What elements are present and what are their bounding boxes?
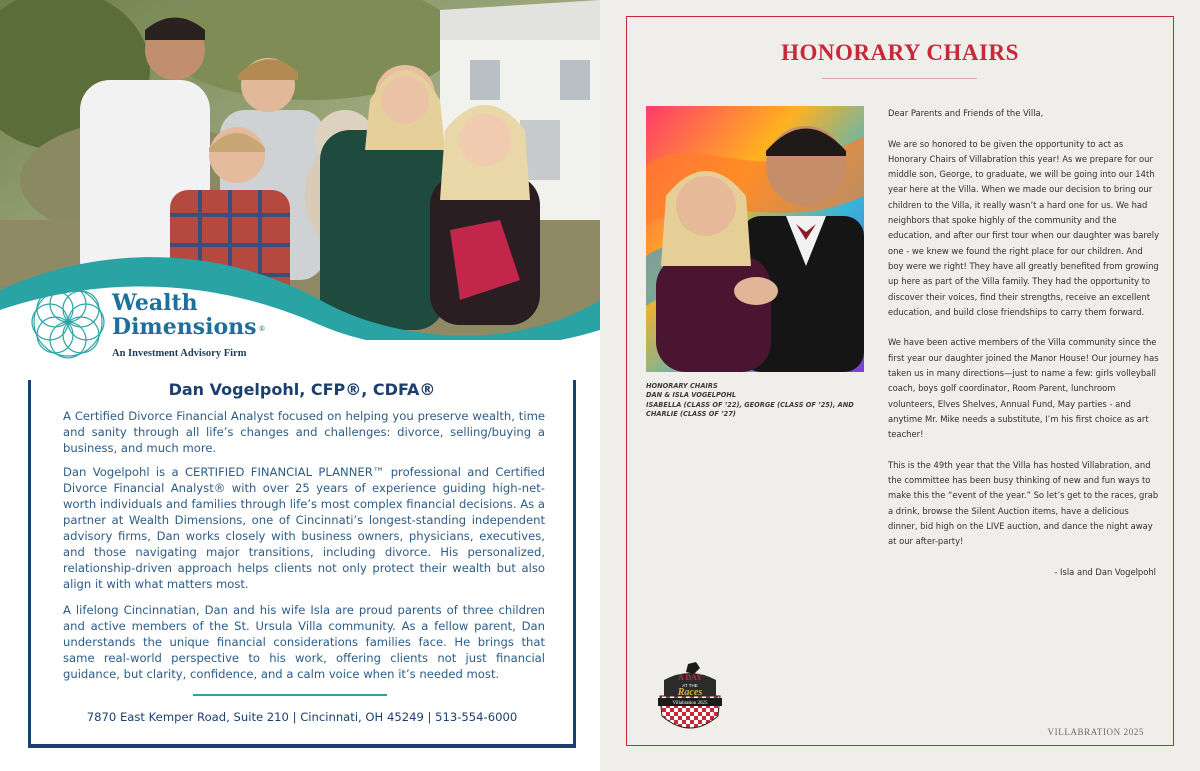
- photo-caption: [646, 382, 868, 419]
- advisor-title: Dan Vogelpohl, CFP®, CDFA®: [168, 380, 436, 399]
- advisor-paragraph-2: Dan Vogelpohl is a CERTIFIED FINANCIAL PLANNER™ professional and Certified Divorce Financial Analyst® with over 25 years of experience guiding high-net-worth individuals and families through life’s most complex financial decisions. As a partner at Wealth Dimensions, one of Cincinnati’s longest-standing independent advisory firms, Dan works closely with business owners, physicians, executives, and those navigating major transitions, including divorce. His personalized, relationship-driven approach helps clients not only protect their wealth but also align it with what matters most.: [63, 465, 545, 591]
- letter-paragraph-1: We are so honored to be given the opportunity to act as Honorary Chairs of Villabration this year! As we prepare for our middle son, George, to graduate, we will be going into our 14th year here at the Villa. When we made our decision to bring our children to the Villa, it really wasn’t a hard one for us. We had neighbors that spoke highly of the community and the education, and after our first tour when our daughter was barely one - we knew we found the right place for our children. And boy were we right! They have all greatly benefited from growing up here as part of the Villa family. They had the opportunity to discover their voices, find their strengths, receive an excellent education, and build close friendships to carry them forward.: [888, 138, 1160, 317]
- right-page: [600, 0, 1200, 771]
- letter-paragraph-3: This is the 49th year that the Villa has hosted Villabration, and the committee has been busy thinking of new and fun ways to make this the “event of the year.” So let’s get to the races, grab a drink, browse the Silent Auction items, have a delicious dinner, bid high on the LIVE auction, and dance the night away at our after-party!: [888, 459, 1159, 547]
- logo-line2: Dimensions: [112, 314, 257, 340]
- page-footer: VILLABRATION 2025: [1047, 727, 1144, 737]
- letter-greeting: Dear Parents and Friends of the Villa,: [888, 108, 1044, 118]
- caption-line-1: HONORARY CHAIRS: [646, 382, 718, 390]
- advisor-address: 7870 East Kemper Road, Suite 210 | Cincinnati, OH 45249 | 513-554-6000: [86, 710, 518, 724]
- event-logo-banner: Villabration 2025: [672, 701, 708, 706]
- day-at-the-races-logo: [654, 660, 726, 736]
- letter-signature: - Isla and Dan Vogelpohl: [1054, 566, 1156, 577]
- chairs-letter: [888, 106, 1160, 596]
- honorary-chairs-photo: [646, 106, 864, 372]
- advisor-info-box: [28, 380, 576, 748]
- page-title: HONORARY CHAIRS: [781, 40, 1019, 65]
- wealth-dimensions-logo: [28, 282, 278, 364]
- logo-line1: Wealth: [112, 290, 198, 316]
- logo-tagline: An Investment Advisory Firm: [112, 348, 247, 359]
- event-logo-line2: AT THE: [682, 683, 698, 688]
- advisor-paragraph-1: A Certified Divorce Financial Analyst focused on helping you preserve wealth, time and sanity through all life’s changes and challenges: divorce, selling/buying a business, and much more.: [63, 409, 545, 455]
- logo-wordmark: [112, 290, 266, 340]
- event-logo-line1: A DAY: [678, 673, 702, 682]
- advisor-paragraph-3: A lifelong Cincinnatian, Dan and his wife Isla are proud parents of three children and active members of the St. Ursula Villa community. As a fellow parent, Dan understands the unique financial considerations families face. He brings that same real-world perspective to his work, offering clients not just financial guidance, but clarity, confidence, and a calm voice when it’s needed most.: [63, 603, 545, 681]
- caption-line-3: ISABELLA (CLASS OF ’22), GEORGE (CLASS OF ’25), AND CHARLIE (CLASS OF ’27): [646, 400, 854, 418]
- caption-line-2: DAN & ISLA VOGELPOHL: [646, 391, 737, 400]
- title-rule: [822, 78, 977, 79]
- divider: [193, 694, 387, 696]
- event-logo-line3: Races: [677, 687, 703, 698]
- letter-paragraph-2: We have been active members of the Villa community since the first year our daughter joined the Manor House! Our journey has taken us in many directions—just to name a few: girls volleyball coach, boys golf coordinator, Room Parent, lunchroom volunteers, Elves Shelves, Annual Fund, May parties - and anytime Mr. Mike needs a substitute, I’m his first choice as art teacher!: [888, 337, 1159, 440]
- logo-reg-mark: ®: [258, 325, 266, 333]
- rosette-icon: [28, 282, 108, 362]
